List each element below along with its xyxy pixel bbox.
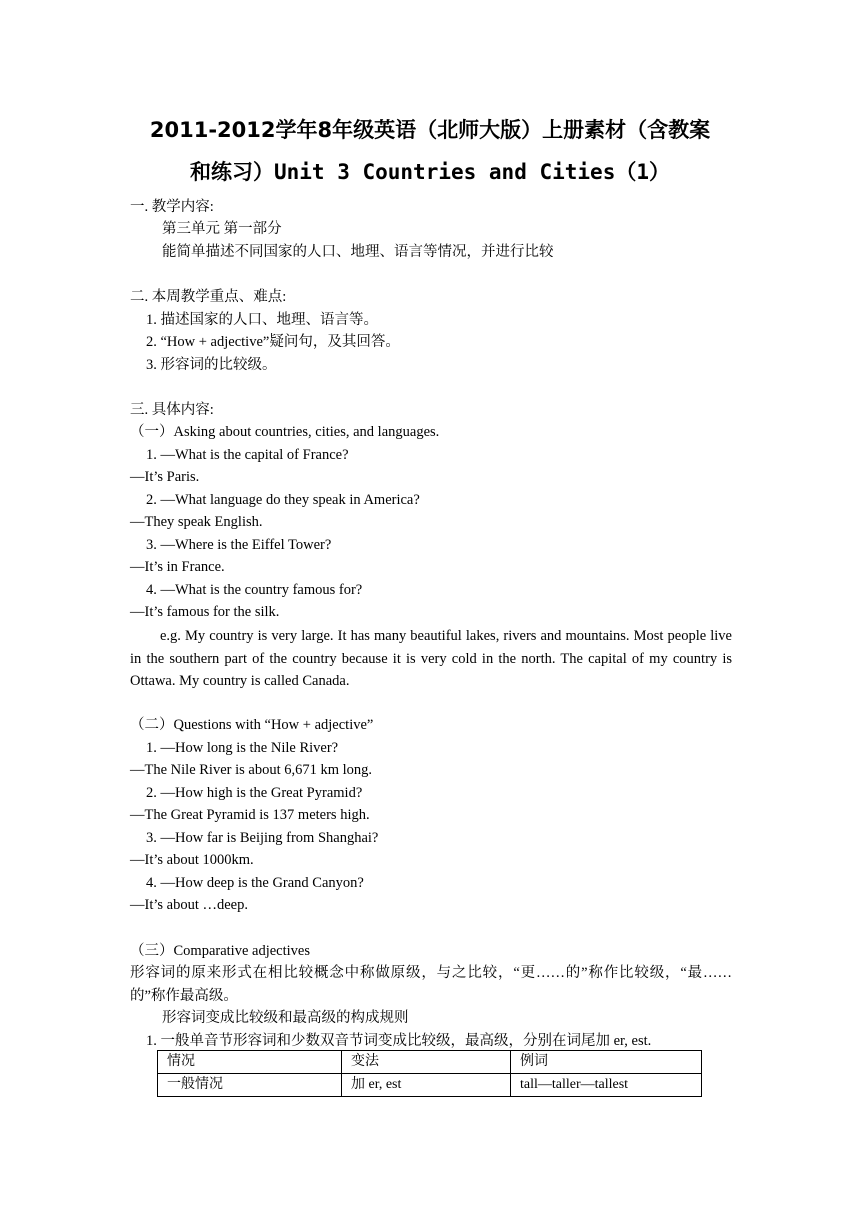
comparison-table [157, 1050, 702, 1097]
part-1-answer-4: —It’s famous for the silk. [130, 604, 280, 620]
part-2-heading: （二）Questions with “How + adjective” [130, 717, 374, 733]
table-header-row [158, 1051, 702, 1074]
part-1-question-3: 3. —Where is the Eiffel Tower? [146, 537, 332, 553]
table-header-cell: 情况 [158, 1051, 342, 1074]
section-1-heading: 一. 教学内容: [130, 199, 214, 215]
part-2-question-4: 4. —How deep is the Grand Canyon? [146, 875, 364, 891]
part-1-question-4: 4. —What is the country famous for? [146, 582, 363, 598]
part-1-question-1: 1. —What is the capital of France? [146, 447, 349, 463]
part-1-answer-2: —They speak English. [130, 514, 263, 530]
rule-1: 1. 一般单音节形容词和少数双音节词变成比较级，最高级，分别在词尾加 er, est. [146, 1033, 652, 1049]
part-3-paragraph-line-1: 形容词的原来形式在相比较概念中称做原级，与之比较，“更……的”称作比较级，“最…… [130, 965, 732, 981]
title-line-1: 2011-2012学年8年级英语（北师大版）上册素材（含教案 [149, 118, 711, 142]
comparison-rules-heading: 形容词变成比较级和最高级的构成规则 [162, 1010, 409, 1026]
table-row [158, 1074, 702, 1097]
table-cell: 一般情况 [158, 1074, 342, 1097]
title-line-2-en: Unit 3 Countries and Cities（1） [273, 160, 670, 184]
part-2-answer-2: —The Great Pyramid is 137 meters high. [130, 807, 370, 823]
part-2-answer-3: —It’s about 1000km. [130, 852, 254, 868]
part-3-heading: （三）Comparative adjectives [130, 943, 310, 959]
part-2-answer-1: —The Nile River is about 6,671 km long. [130, 762, 373, 778]
section-2-item-3: 3. 形容词的比较级。 [146, 357, 277, 373]
part-2-question-3: 3. —How far is Beijing from Shanghai? [146, 830, 379, 846]
title-line-2-cn: 和练习） [189, 160, 274, 184]
section-2-item-2: 2. “How + adjective”疑问句，及其回答。 [146, 334, 400, 350]
part-1-answer-3: —It’s in France. [130, 559, 225, 575]
part-1-answer-1: —It’s Paris. [130, 469, 200, 485]
part-3-paragraph-line-2: 的”称作最高级。 [130, 988, 238, 1004]
example-paragraph: e.g. My country is very large. It has many beautiful lakes, rivers and mountains. Most people live in the southern part of the country because it is very cold in the north. The capital of my country is Ottawa. My country is called Canada. [130, 628, 732, 690]
part-2-question-1: 1. —How long is the Nile River? [146, 740, 339, 756]
part-1-question-2: 2. —What language do they speak in America? [146, 492, 420, 508]
table-cell: tall—taller—tallest [511, 1074, 702, 1097]
section-2-item-1: 1. 描述国家的人口、地理、语言等。 [146, 312, 378, 328]
table-header-cell: 例词 [511, 1051, 702, 1074]
section-3-heading: 三. 具体内容: [130, 402, 214, 418]
section-1-line-2: 能简单描述不同国家的人口、地理、语言等情况，并进行比较 [162, 244, 554, 260]
table-cell: 加 er, est [342, 1074, 511, 1097]
title-line-2 [110, 148, 750, 196]
section-2-heading: 二. 本周教学重点、难点: [130, 289, 287, 305]
section-1-line-1: 第三单元 第一部分 [162, 221, 282, 237]
table-header-cell: 变法 [342, 1051, 511, 1074]
part-2-answer-4: —It’s about …deep. [130, 897, 248, 913]
part-2-question-2: 2. —How high is the Great Pyramid? [146, 785, 363, 801]
part-1-heading: （一）Asking about countries, cities, and languages. [130, 424, 440, 440]
